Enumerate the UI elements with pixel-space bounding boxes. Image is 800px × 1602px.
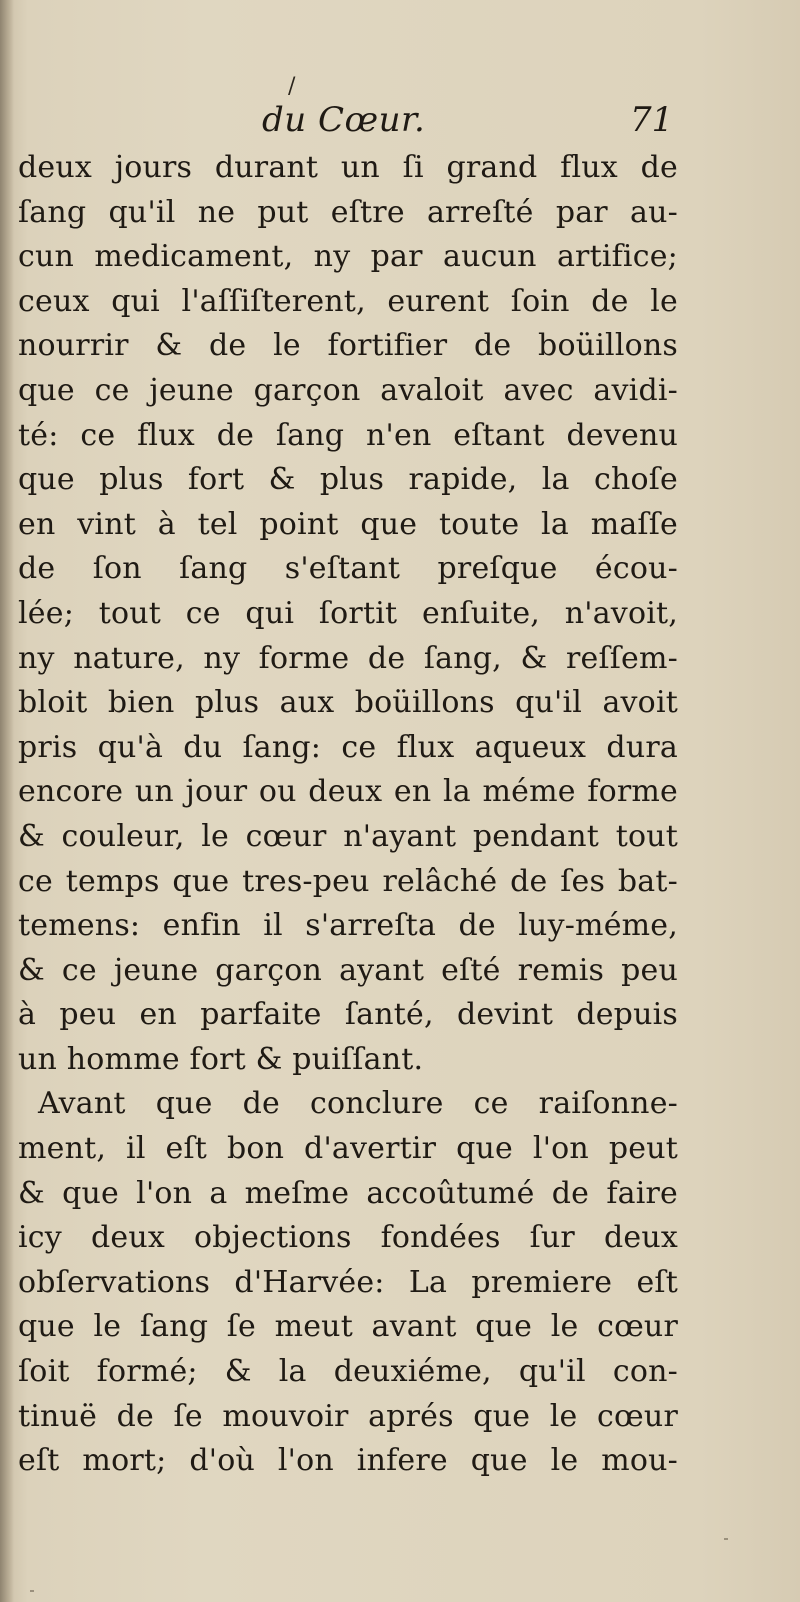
text-line: deux jours durant un ſi grand flux de [18, 150, 678, 185]
page-number: 71 [630, 100, 674, 140]
text-line: & ce jeune garçon ayant eſté remis peu [18, 952, 678, 988]
text-line: té: ce flux de ſang n'en eſtant devenu [18, 417, 678, 453]
text-line: encore un jour ou deux en la méme forme [18, 774, 678, 810]
paper-speck [30, 1590, 34, 1592]
body-text [18, 146, 678, 1484]
text-line: ſoit formé; & la deuxiéme, qu'il con- [18, 1354, 678, 1390]
text-line: de ſon ſang s'eſtant preſque écou- [18, 551, 678, 587]
text-line: temens: enfin il s'arreſta de luy-méme, [18, 908, 678, 944]
text-line: & que l'on a meſme accoûtumé de faire [18, 1175, 678, 1211]
text-line: un homme fort & puiſſant. [18, 1041, 424, 1077]
binding-gutter [0, 0, 14, 1602]
text-line: ny nature, ny forme de ſang, & reſſem- [18, 640, 678, 676]
text-line: icy deux objections fondées ſur deux [18, 1220, 678, 1256]
text-line: à peu en parfaite ſanté, devint depuis [18, 997, 678, 1033]
text-line: pris qu'à du ſang: ce flux aqueux dura [18, 729, 678, 765]
text-line: tinuë de ſe mouvoir aprés que le cœur [18, 1398, 678, 1434]
text-line: en vint à tel point que toute la maſſe [18, 506, 678, 542]
page-header [0, 100, 800, 146]
text-line: ment, il eſt bon d'avertir que l'on peut [18, 1131, 678, 1167]
text-line: nourrir & de le fortifier de boüillons [18, 328, 678, 364]
paper-speck [724, 1538, 728, 1540]
text-line: que plus fort & plus rapide, la choſe [18, 462, 678, 498]
text-line: obſervations d'Harvée: La premiere eſt [18, 1264, 678, 1300]
text-line: ce temps que tres-peu relâché de ſes bat- [18, 863, 678, 899]
text-line: eſt mort; d'où l'on infere que le mou- [18, 1443, 678, 1479]
text-line: Avant que de conclure ce raiſonne- [38, 1086, 678, 1122]
running-title: du Cœur. [262, 100, 426, 140]
text-line: ceux qui l'aſſiſterent, eurent ſoin de le [18, 283, 678, 319]
text-line: lée; tout ce qui ſortit enſuite, n'avoit, [18, 595, 678, 631]
text-line: & couleur, le cœur n'ayant pendant tout [18, 818, 678, 854]
text-line: ſang qu'il ne put eſtre arreſté par au- [18, 194, 678, 230]
text-line: que ce jeune garçon avaloit avec avidi- [18, 372, 678, 408]
text-line: cun medicament, ny par aucun artifice; [18, 239, 678, 275]
text-line: bloit bien plus aux boüillons qu'il avoit [18, 685, 678, 721]
ink-mark: / [288, 74, 296, 99]
text-line: que le ſang ſe meut avant que le cœur [18, 1309, 678, 1345]
